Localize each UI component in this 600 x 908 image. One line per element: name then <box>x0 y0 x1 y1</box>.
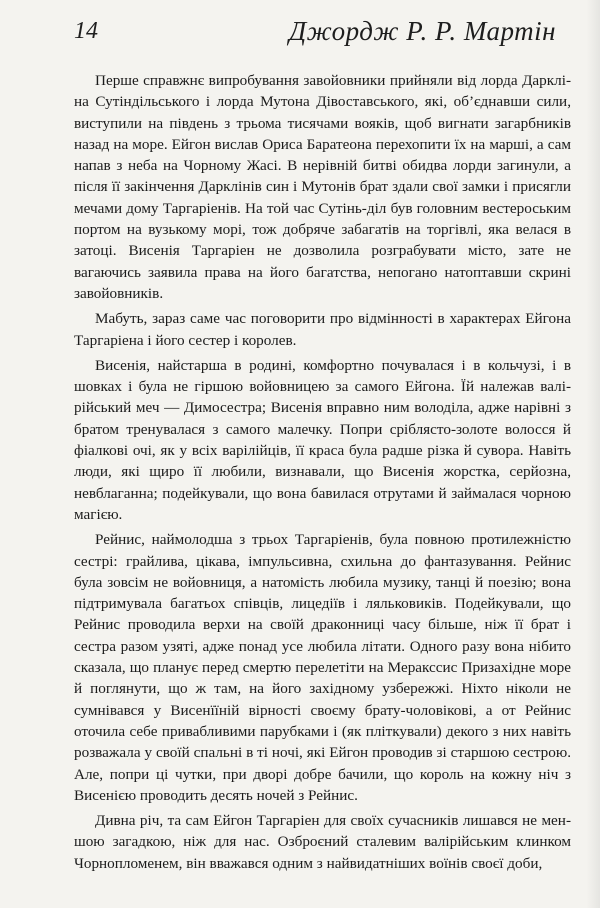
paragraph: Рейнис, наймолодша з трьох Таргаріенів, була повною протилежністю сестрі: грайлива, цікава, імпульсивна, схильна до фантазування. Рейнис була зовсім не войовниця, а натомість любила музику, танці й поезію; вона підтримувала багатьох співців, лицедіїв і ляльковиків. Подейкували, що Рейнис проводила верхи на своїй драконниці часу більше, ніж її брат і сестра разом узяті, адже понад усе любила літати. Одного разу вона нібито сказала, що планує перед смертю перелетіти на Меракссис Призахідне море й поглянути, що ж там, на його західному узбережжі. Ніхто ніколи не сумнівався у Висенїїній вірності своєму брату-чоловікові, а от Рейнис оточила себе привабливими парубками і (як пліткували) декого з них навіть розважала у своїй спальні в ті ночі, які Ейгон проводив зі старшою сестрою. Але, попри ці чутки, при дворі добре бачили, що король на кожну ніч з Висенією проводить десять ночей з Рейнис. <box>74 531 571 804</box>
paragraph: Мабуть, зараз саме час поговорити про відмінності в характерах Ейгона Таргаріена і його сестер і королев. <box>74 310 571 349</box>
paragraph: Перше справжнє випробування завойовники прийняли від лорда Даркліна Сутіндільського і лорда Мутона Дівоставського, які, об’єднавши сили, виступили на південь з трьома тисячами вояків, щоб вигнати загарбників назад на море. Ейгон вислав Ориса Баратеона перехопити їх на марші, а сам напав з неба на Чорному Жасі. В нерівній битві обидва лорди загинули, а після її закінчення Дарклінів син і Мутонів брат здали свої замки і присягли мечами дому Таргаріенів. На той час Сутінь-діл був головним вестероським портом на вузькому морі, тож добряче забагатів на торгівлі, яка велася в затоці. Висенія Таргаріен не дозволила розграбувати місто, зате не вагаючись заявила права на його багатства, непогано натоптавши скрині завойовників. <box>74 72 571 302</box>
body-text <box>74 70 571 878</box>
page-number: 14 <box>74 17 98 44</box>
page-edge-shadow <box>586 0 600 908</box>
paragraph: Дивна річ, та сам Ейгон Таргаріен для своїх сучасників лишався не меншою загадкою, ніж для нас. Озброєний сталевим валірійським клинком Чорнопломенем, він вважався одним з найвидатніших воїнів своєї доби, <box>74 812 571 872</box>
paragraph: Висенія, найстарша в родині, комфортно почувалася і в кольчузі, і в шовках і була не гіршою войовницею за самого Ейгона. Їй належав валірійський меч — Димосестра; Висенія вправно ним володіла, адже нарівні з братом тренувалася з самого малечку. Попри сріблясто-золоте волосся й фіалкові очі, як у всіх варілійців, її краса була радше різка й сувора. Навіть люди, які щиро її любили, визнавали, що Висенія жорстка, серйозна, невблаганна; подейкували, що вона бавилася отрутами й займалася чорною магією. <box>74 356 571 523</box>
running-title: Джордж Р. Р. Мартін <box>288 15 556 46</box>
page-header <box>74 10 556 52</box>
